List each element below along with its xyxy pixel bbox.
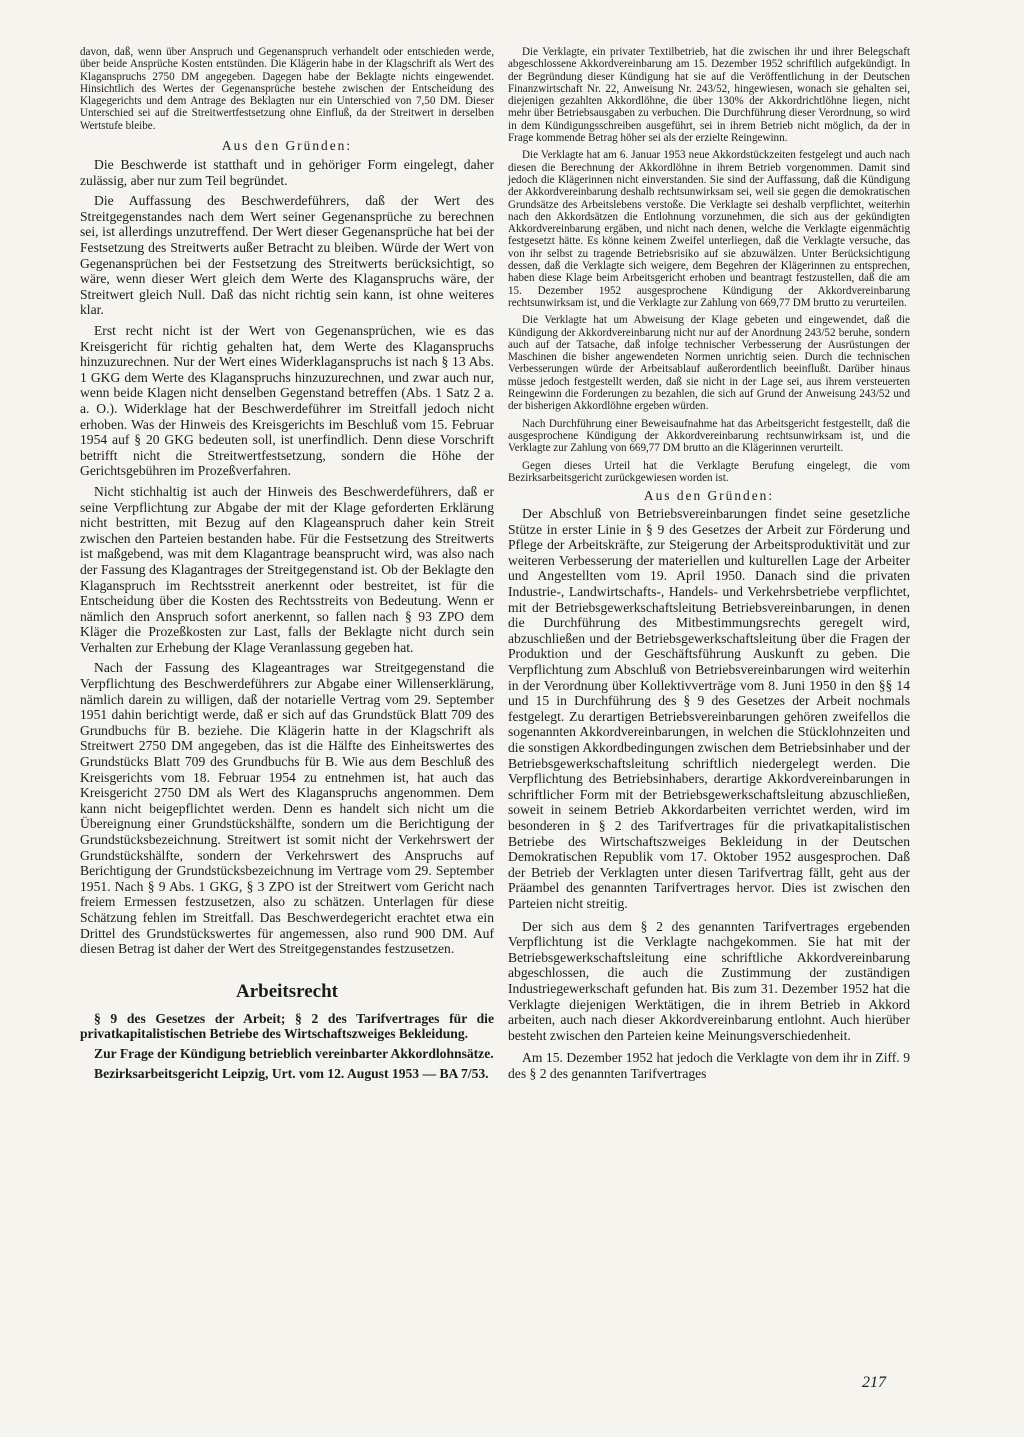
paragraph: Die Verklagte hat am 6. Januar 1953 neue Akkordstückzeiten festgelegt und auch nach diesen die Berechnung der Akkordlöhne in ihrem Betrieb vorgenommen. Damit sind jedoch die Klägerinnen nicht einverstanden. Sie sind der Auffassung, daß die Kündigung der Akkordvereinbarung deshalb rechtsunwirksam sei, weil sie gegen die demokratischen Grundsätze des Arbeitslebens verstoße. Die Verklagte sei deshalb verpflichtet, weiterhin nach den Akkordsätzen die Entlohnung vorzunehmen, die sich aus der gekündigten Akkordvereinbarung ergäben, und nicht nach denen, welche die Verklagte eigenmächtig festgesetzt hätte. Es könne keinem Zweifel unterliegen, daß die Verklagte versuche, das von ihr selbst zu tragende Betriebsrisiko auf sie abzuwälzen. Unter Berücksichtigung dessen, daß die Verklagte sich weigere, dem Begehren der Klägerinnen zu entsprechen, haben diese Klage beim Arbeitsgericht erhoben und beantragt festzustellen, daß die am 15. Dezember 1952 ausgesprochene Kündigung der Akkordvereinbarung rechtsunwirksam ist, und die Verklagte zur Zahlung von 669,77 DM brutto zu verurteilen. — [508, 149, 910, 309]
section-title: Arbeitsrecht — [235, 980, 338, 1002]
paragraph: davon, daß, wenn über Anspruch und Gegenanspruch verhandelt oder entschieden werde, über beide Ansprüche Kosten entstünden. Die Klägerin habe in der Klagschrift als Wert des Klaganspruchs 2750 DM angegeben. Dagegen habe der Beklagte nichts eingewendet. Hinsichtlich des Wertes der Gegenansprüche bestehe zwischen der Entscheidung des Klagegerichts und dem Antrage des Beklagten nur ein Unterschied von 7,50 DM. Dieser Unterschied sei auf die Streitwertfestsetzung ohne Einfluß, da der Streitwert in derselben Wertstufe bleibe. — [80, 46, 494, 132]
paragraph: Der Abschluß von Betriebsvereinbarungen findet seine gesetzliche Stütze in erster Linie in § 9 des Gesetzes der Arbeit zur Förderung und Pflege der Arbeitskräfte, zur Steigerung der Arbeitsproduktivität und zur weiteren Verbesserung der materiellen und kulturellen Lage der Arbeiter und Angestellten vom 19. April 1950. Danach sind die privaten Industrie-, Landwirtschafts-, Handels- und Verkehrsbetriebe verpflichtet, mit der Betriebsgewerkschaftsleitung Betriebsvereinbarungen, in denen die Durchführung des Mitbestimmungsrechts geregelt wird, abzuschließen und der Betriebsgewerkschaftsleitung über die Fragen der Produktion und der Geschäftsführung Auskunft zu geben. Die Verpflichtung zum Abschluß von Betriebsvereinbarungen wird weiterhin in der Verordnung über Kollektivverträge vom 8. Juni 1950 in den §§ 14 und 15 in Durchführung des § 9 des Gesetzes der Arbeit nochmals festgelegt. Zu derartigen Betriebsvereinbarungen gehören zweifellos die sogenannten Akkordvereinbarungen, in welchen die Stücklohnzeiten und die sonstigen Akkordbedingungen zwischen dem Betriebsinhaber und der Betriebsgewerkschaftsleitung schriftlich niedergelegt werden. Die Verpflichtung des Betriebsinhabers, derartige Akkordvereinbarungen in schriftlicher Form mit der Betriebsgewerkschaftsleitung abzuschließen, soweit in seinem Betrieb Akkordarbeiten verrichtet werden, wird im besonderen in § 2 des Tarifvertrages für die privatkapitalistischen Betriebe des Wirtschaftszweiges Bekleidung in der Deutschen Demokratischen Republik vom 17. Oktober 1952 ausgesprochen. Daß der Betrieb der Verklagten unter diesen Tarifvertrag fällt, geht aus der Präambel des genannten Tarifvertrages hervor. Dies ist zwischen den Parteien nicht streitig. — [508, 506, 910, 911]
paragraph: Die Verklagte hat um Abweisung der Klage gebeten und eingewendet, daß die Kündigung der Akkordvereinbarung nicht nur auf der Anordnung 243/52 beruhe, sondern auch auf der Tatsache, daß infolge technischer Verbesserung der Ausrüstungen der Maschinen die bisher angewendeten Normen unrichtig seien. Durch die technischen Verbesserungen würde der Arbeitsablauf außerordentlich beeinflußt. Darüber hinaus müsse jedoch festgestellt werden, daß sie nicht in der Lage sei, aus ihrem versteuerten Reingewinn die Forderungen zu bezahlen, die sich auf Grund der Anweisung 243/52 und der bisherigen Akkordlöhne ergeben würden. — [508, 314, 910, 413]
section-heading: Aus den Gründen: — [221, 138, 353, 154]
paragraph: Gegen dieses Urteil hat die Verklagte Berufung eingelegt, die vom Bezirksarbeitsgericht zurückgewiesen worden ist. — [508, 459, 910, 484]
paragraph: Die Auffassung des Beschwerdeführers, daß der Wert des Streitgegenstandes nach dem Wert seiner Gegenansprüche zu berechnen sei, ist allerdings unzutreffend. Der Wert dieser Gegenansprüche hat bei der Festsetzung des Streitwerts außer Betracht zu bleiben. Würde der Wert von Gegenansprüchen bei der Festsetzung des Streitwerts berücksichtigt, so wäre, wenn dieser Wert gleich dem Werte des Klaganspruchs wäre, der Streitwert gleich Null. Daß das nicht richtig sein kann, ist ohne weiteres klar. — [80, 193, 494, 318]
paragraph: Die Beschwerde ist statthaft und in gehöriger Form eingelegt, daher zulässig, aber nur zum Teil begründet. — [80, 157, 494, 188]
paragraph: Am 15. Dezember 1952 hat jedoch die Verklagte von dem ihr in Ziff. 9 des § 2 des genannten Tarifvertrages — [508, 1050, 910, 1081]
right-column — [508, 46, 910, 1081]
case-headnote: § 9 des Gesetzes der Arbeit; § 2 des Tarifvertrages für die privatkapitalistischen Betriebe des Wirtschaftszweiges Bekleidung. — [80, 1010, 494, 1042]
section-heading: Aus den Gründen: — [643, 488, 775, 504]
paragraph: Der sich aus dem § 2 des genannten Tarifvertrages ergebenden Verpflichtung ist die Verklagte nachgekommen. Sie hat mit der Betriebsgewerkschaftsleitung eine schriftliche Akkordvereinbarung abgeschlossen, die auch die Zustimmung der zuständigen Industriegewerkschaft gefunden hat. Bis zum 31. Dezember 1952 hat die Verklagte diejenigen Werktätigen, die in ihrem Betrieb in Akkord arbeiten, auch nach dieser Akkordvereinbarung entlohnt. Auch hierüber besteht zwischen den Parteien keine Meinungsverschiedenheit. — [508, 918, 910, 1043]
page-number: 217 — [862, 1374, 886, 1391]
paragraph: Erst recht nicht ist der Wert von Gegenansprüchen, wie es das Kreisgericht für richtig gehalten hat, dem Werte des Klaganspruchs hinzuzurechnen. Nur der Wert eines Widerklaganspruchs ist nach § 13 Abs. 1 GKG dem Werte des Klaganspruchs hinzuzurechnen, und zwar auch nur, wenn beide Klagen nicht denselben Gegenstand betreffen (Abs. 1 Satz 2 a. a. O.). Widerklage hat der Beschwerdeführer im Streitfall jedoch nicht erhoben. Was der Hinweis des Kreisgerichts im Beschluß vom 15. Februar 1954 auf § 20 GKG bedeuten soll, ist unerfindlich. Denn diese Vorschrift betrifft nicht die Streitwertfestsetzung, sondern die Höhe der Gerichtsgebühren im Prozeßverfahren. — [80, 323, 494, 479]
paragraph: Die Verklagte, ein privater Textilbetrieb, hat die zwischen ihr und ihrer Belegschaft abgeschlossene Akkordvereinbarung am 15. Dezember 1952 schriftlich aufgekündigt. In der Begründung dieser Kündigung hat sie auf die Veröffentlichung in der Deutschen Finanzwirtschaft Nr. 22, Anweisung Nr. 243/52, hingewiesen, wonach sie gehalten sei, diejenigen gezahlten Akkordlöhne, die über 130% der Akkordrichtlöhne liegen, nicht mehr über Betriebsausgaben zu verbuchen. Die Durchführung dieser Verordnung, so wird in dem Kündigungsschreiben ausgeführt, sei in ihrem Betrieb nicht möglich, da der in Frage kommende Betrag höher sei als der erzielte Reingewinn. — [508, 46, 910, 145]
paragraph: Nach der Fassung des Klageantrages war Streitgegenstand die Verpflichtung des Beschwerdeführers zur Abgabe einer Willenserklärung, nämlich darein zu willigen, daß der notarielle Vertrag vom 29. September 1951 dahin berichtigt werde, daß er sich auf das Grundstück Blatt 709 des Grundbuchs für B. beziehe. Die Klägerin hatte in der Klagschrift als Streitwert 2750 DM angegeben, das ist die Hälfte des Einheitswertes des Grundstücks Blatt 709 des Grundbuchs für B. Wie aus dem Beschluß des Kreisgerichts vom 18. Februar 1954 zu entnehmen ist, hat auch das Kreisgericht 2750 DM als Wert des Klaganspruchs angenommen. Dem kann nicht beigepflichtet werden. Denn es handelt sich nicht um die Übereignung einer Grundstückshälfte, sondern um die Berichtigung der Grundstücksbezeichnung. Streitwert ist somit nicht der Verkehrswert der Grundstückshälfte, sondern der Verkehrswert des Anspruchs auf Berichtigung der Grundstücksbezeichnung im Vertrage vom 29. September 1951. Nach § 9 Abs. 1 GKG, § 3 ZPO ist der Streitwert vom Gericht nach freiem Ermessen festzusetzen, also zu schätzen. Unterlagen für diese Schätzung fehlen im Streitfall. Das Beschwerdegericht erachtet etwa ein Drittel des Grundstückswertes für angemessen, also rund 900 DM. Auf diesen Betrag ist daher der Wert des Streitgegenstandes festzusetzen. — [80, 660, 494, 957]
left-column — [80, 46, 494, 1081]
paragraph: Nach Durchführung einer Beweisaufnahme hat das Arbeitsgericht festgestellt, daß die ausgesprochene Kündigung der Akkordvereinbarung rechtsunwirksam ist, und die Verklagte zur Zahlung von 669,77 DM brutto an die Klägerinnen verurteilt. — [508, 417, 910, 455]
case-citation: Bezirksarbeitsgericht Leipzig, Urt. vom 12. August 1953 — BA 7/53. — [94, 1065, 489, 1081]
paragraph: Nicht stichhaltig ist auch der Hinweis des Beschwerdeführers, daß er seine Verpflichtung zur Abgabe der mit der Klage geforderten Erklärung nicht bestritten, mit Bezug auf den Klageanspruch daher kein Streit zwischen den Parteien bestanden habe. Für die Festsetzung des Streitwerts ist maßgebend, was mit dem Klagantrage beansprucht wird, was also nach der Fassung des Klagantrages der Streitgegenstand ist. Ob der Beklagte den Klaganspruch im Rechtsstreit anerkennt oder bestreitet, ist für die Entscheidung über die Kosten des Rechtsstreits von Bedeutung. Wenn er nämlich den Anspruch sofort anerkennt, so fallen nach § 93 ZPO dem Kläger die Prozeßkosten zur Last, falls der Beklagte nicht durch sein Verhalten zur Erhebung der Klage Veranlassung gegeben hat. — [80, 483, 494, 655]
case-headnote: Zur Frage der Kündigung betrieblich vereinbarter Akkordlohnsätze. — [94, 1045, 494, 1061]
